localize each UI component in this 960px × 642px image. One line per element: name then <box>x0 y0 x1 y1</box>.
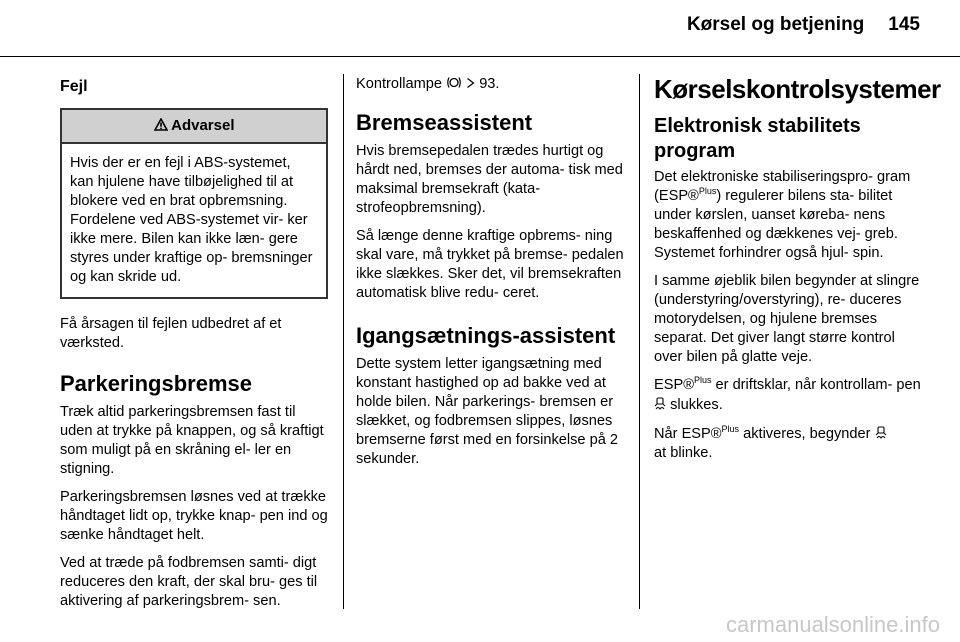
column-3 <box>654 74 941 472</box>
driving-control-heading: Kørselskontrolsystemer <box>654 74 941 104</box>
parking-brake-heading: Parkeringsbremse <box>60 371 252 396</box>
esp-p3-part-a: ESP® <box>654 377 694 393</box>
esp-p3-part-c: slukkes. <box>670 397 723 413</box>
esp-paragraph-3 <box>654 376 924 415</box>
esp-paragraph-2: I samme øjeblik bilen begynder at slingre (understyring/overstyring), re- duceres motorydelsen, og hjulene bremses separat. Det giver langt større kontrol over bilen på glatte veje. <box>654 273 920 365</box>
esp-p1-part-a: Det elektroniske stabiliseringspro- gram (ESP® <box>654 169 911 204</box>
warning-text: Hvis der er en fejl i ABS-systemet, kan hjulene have tilbøjelighed til at blokere ved en brat opbremsning. Fordelene ved ABS-systemet vir- ker ikke mere. Bilen kan ikke læn- gere styres under kraftige op- bremsninger og kan skride ud. <box>70 155 313 285</box>
chapter-title: Kørsel og betjening <box>686 14 865 35</box>
warning-body <box>62 144 326 297</box>
esp-p4-part-a: Når ESP® <box>654 426 722 442</box>
esp-p4-part-b: aktiveres, begynder <box>739 426 871 442</box>
esp-lamp-icon <box>875 424 887 443</box>
header-rule <box>0 56 960 57</box>
brake-paragraph-1: Hvis bremsepedalen trædes hurtigt og hårdt ned, bremses der automa- tisk med maksimal bremsekraft (kata- strofeopbremsning). <box>356 143 623 216</box>
abs-lamp-icon <box>446 74 462 93</box>
warning-box <box>60 108 328 299</box>
parking-paragraph-3: Ved at træde på fodbremsen samti- digt reduceres den kraft, der skal bru- ges til aktivering af parkeringsbrem- sen. <box>60 555 318 609</box>
warning-triangle-icon <box>154 117 172 134</box>
esp-lamp-icon <box>654 395 666 414</box>
brake-assist-heading: Bremseassistent <box>356 110 533 135</box>
fault-paragraph: Få årsagen til fejlen udbedret af et værksted. <box>60 316 282 351</box>
parking-paragraph-1: Træk altid parkeringsbremsen fast til uden at trykke på knappen, og så kraftigt som muligt på en skråning el- ler en stigning. <box>60 404 324 477</box>
hill-start-heading: Igangsætnings-assistent <box>356 323 616 348</box>
lamp-page-ref: 93. <box>479 76 500 92</box>
lamp-text: Kontrollampe <box>356 76 442 92</box>
column-2 <box>356 74 628 478</box>
esp-plus-superscript: Plus <box>721 424 740 435</box>
parking-paragraph-2: Parkeringsbremsen løsnes ved at trække håndtaget lidt op, trykke knap- pen ind og sænke håndtaget helt. <box>60 489 328 543</box>
column-1 <box>60 74 328 620</box>
brake-paragraph-2: Så længe denne kraftige opbrems- ning skal vare, må trykket på bremse- pedalen ikke slækkes. Sker det, vil bremsekraften automatisk blive redu- ceret. <box>356 228 624 301</box>
page-number: 145 <box>888 14 920 35</box>
watermark-text: carmanualsonline.info <box>725 612 940 637</box>
esp-p1-part-b: ) regulerer bilens sta- bilitet under kørslen, uanset køreba- nens beskaffenhed og dækkenes vej- greb. Systemet forhindrer også hjul- spin. <box>654 188 898 261</box>
esp-heading: Elektronisk stabilitets program <box>654 115 861 162</box>
column-divider-2 <box>639 74 640 609</box>
esp-p4-part-c: at blinke. <box>654 445 713 461</box>
page-header <box>687 14 920 36</box>
esp-p3-part-b: er driftsklar, når kontrollam- pen <box>711 377 921 393</box>
fault-heading: Fejl <box>60 78 88 95</box>
lamp-reference <box>356 74 628 94</box>
esp-plus-superscript: Plus <box>698 186 717 197</box>
esp-plus-superscript: Plus <box>693 375 712 386</box>
esp-paragraph-1 <box>654 168 924 263</box>
page-ref-arrow-icon <box>466 74 475 93</box>
warning-title: Advarsel <box>171 117 235 134</box>
warning-header <box>62 110 326 144</box>
column-divider-1 <box>343 74 344 609</box>
esp-paragraph-4 <box>654 424 924 463</box>
hill-paragraph-1: Dette system letter igangsætning med konstant hastighed op ad bakke ved at holde bilen. Når parkerings- bremsen er slækket, og fodbremsen slippes, løsnes bremserne først med en forsinkelse på 2 sekunder. <box>356 356 618 467</box>
